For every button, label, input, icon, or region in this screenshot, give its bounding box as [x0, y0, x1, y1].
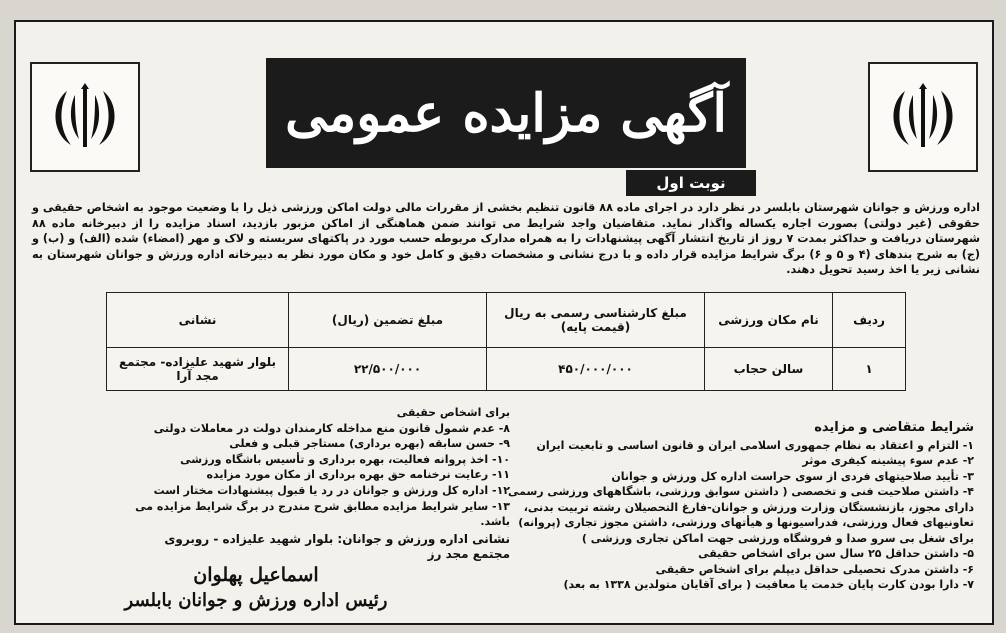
header-address: نشانی [107, 293, 289, 348]
extra-conditions-section [126, 405, 510, 563]
office-address: نشانی اداره ورزش و جوانان: بلوار شهید علیزاده - روبروی مجتمع مجد رز [164, 531, 510, 562]
condition-item: ۳- تأیید صلاحیتهای فردی از سوی حراست اداره کل ورزش و جوانان [611, 469, 974, 483]
conditions-section [494, 404, 974, 593]
header-deposit: مبلغ تضمین (ریال) [289, 293, 487, 348]
condition-item: ۷- دارا بودن کارت پایان خدمت یا معافیت ( برای آقایان متولدین ۱۳۳۸ به بعد) [563, 578, 974, 591]
extra-item: ۸- عدم شمول قانون منع مداخله کارمندان دولت در معاملات دولتی [153, 421, 510, 435]
auction-table [106, 292, 906, 391]
condition-item: ۶- داشتن مدرک تحصیلی حداقل دیپلم برای اشخاص حقیقی [655, 562, 974, 576]
iran-emblem-left [30, 62, 140, 172]
condition-item: ۴- داشتن صلاحیت فنی و تخصصی ( داشتن سوابق ورزشی، باشگاههای ورزشی رسمی دارای مجوز، بازنشستگان وزارت ورزش و جوانان-فارغ التحصیلان رشته تربیت بدنی، تعاونیهای فعال ورزشی، فدراسیونها و هیأتهای ورزشی، داشتن مجوز تجاری (پروانه) برای شغل بی سرو صدا و فروشگاه ورزشی جهت اماکن تجاری ورزشی ) [507, 485, 974, 545]
header-row-number: ردیف [833, 293, 906, 348]
emblem-icon [883, 77, 963, 157]
notice-title: آگهی مزایده عمومی [266, 58, 746, 168]
condition-item: ۲- عدم سوء پیشینه کیفری موثر [802, 454, 974, 467]
signature-block [46, 562, 466, 614]
conditions-title: شرایط متقاضی و مزایده [814, 420, 974, 435]
extra-item: ۱۳- سایر شرایط مزایده مطابق شرح مندرج در برگ شرایط مزایده می باشد. [135, 499, 510, 529]
cell-place-name: سالن حجاب [705, 348, 833, 391]
condition-item: ۵- داشتن حداقل ۲۵ سال سن برای اشخاص حقیقی [698, 547, 974, 560]
cell-base-price: ۴۵۰/۰۰۰/۰۰۰ [487, 348, 705, 391]
notice-paper [14, 20, 994, 625]
signatory-name: اسماعیل پهلوان [193, 564, 319, 586]
cell-deposit: ۲۲/۵۰۰/۰۰۰ [289, 348, 487, 391]
cell-row-number: ۱ [833, 348, 906, 391]
iran-emblem-right [868, 62, 978, 172]
cell-address: بلوار شهید علیزاده- مجتمع مجد آرا [107, 348, 289, 391]
header-place-name: نام مکان ورزشی [705, 293, 833, 348]
table-row [107, 348, 906, 391]
extra-item: ۱۲- اداره کل ورزش و جوانان در رد یا قبول پیشنهادات مختار است [153, 483, 510, 497]
emblem-icon [45, 77, 125, 157]
intro-paragraph: اداره ورزش و جوانان شهرستان بابلسر در نظر دارد در اجرای ماده ۸۸ قانون تنظیم بخشی از مقررات مالی دولت اماکن ورزشی ذیل را با وضعیت موجود به اشخاص حقیقی و حقوقی (غیر دولتی) بصورت اجاره یکساله واگذار نماید. متقاضیان واجد شرایط می توانند ضمن هماهنگی از اماکن مزبور بازدید، اسناد مزایده را از دبیرخانه ماده ۸۸ شهرستان دریافت و حداکثر بمدت ۷ روز از تاریخ انتشار آگهی پیشنهادات را به همراه مدارک مربوطه حسب مورد در پاکتهای سربسته و لاک و مهر (امضاء) شده (الف) و (ب) و (ج) به شرح بندهای (۴ و ۵ و ۶) برگ شرایط مزایده قرار داده و با درج نشانی و مشخصات دقیق و کامل خود و مکان مورد نظر به دبیرخانه اداره ورزش و جوانان شهرستان به نشانی زیر یا اخذ رسید تحویل دهند. [32, 201, 981, 276]
table-header-row [107, 293, 906, 348]
signatory-title: رئیس اداره ورزش و جوانان بابلسر [124, 590, 388, 611]
extra-item: ۱۰- اخذ پروانه فعالیت، بهره برداری و تأسیس باشگاه ورزشی [180, 452, 510, 466]
turn-badge: نوبت اول [626, 170, 756, 196]
extra-item: ۱۱- رعایت نرخنامه حق بهره برداری از مکان مورد مزایده [206, 468, 510, 482]
condition-item: ۱- التزام و اعتقاد به نظام جمهوری اسلامی ایران و قانون اساسی و تابعیت ایران [536, 438, 974, 452]
extra-item: ۹- حسن سابقه (بهره برداری) مستاجر قبلی و فعلی [229, 437, 510, 451]
extra-item: برای اشخاص حقیقی [396, 406, 510, 419]
header-base-price: مبلغ کارشناسی رسمی به ریال (قیمت پایه) [487, 293, 705, 348]
